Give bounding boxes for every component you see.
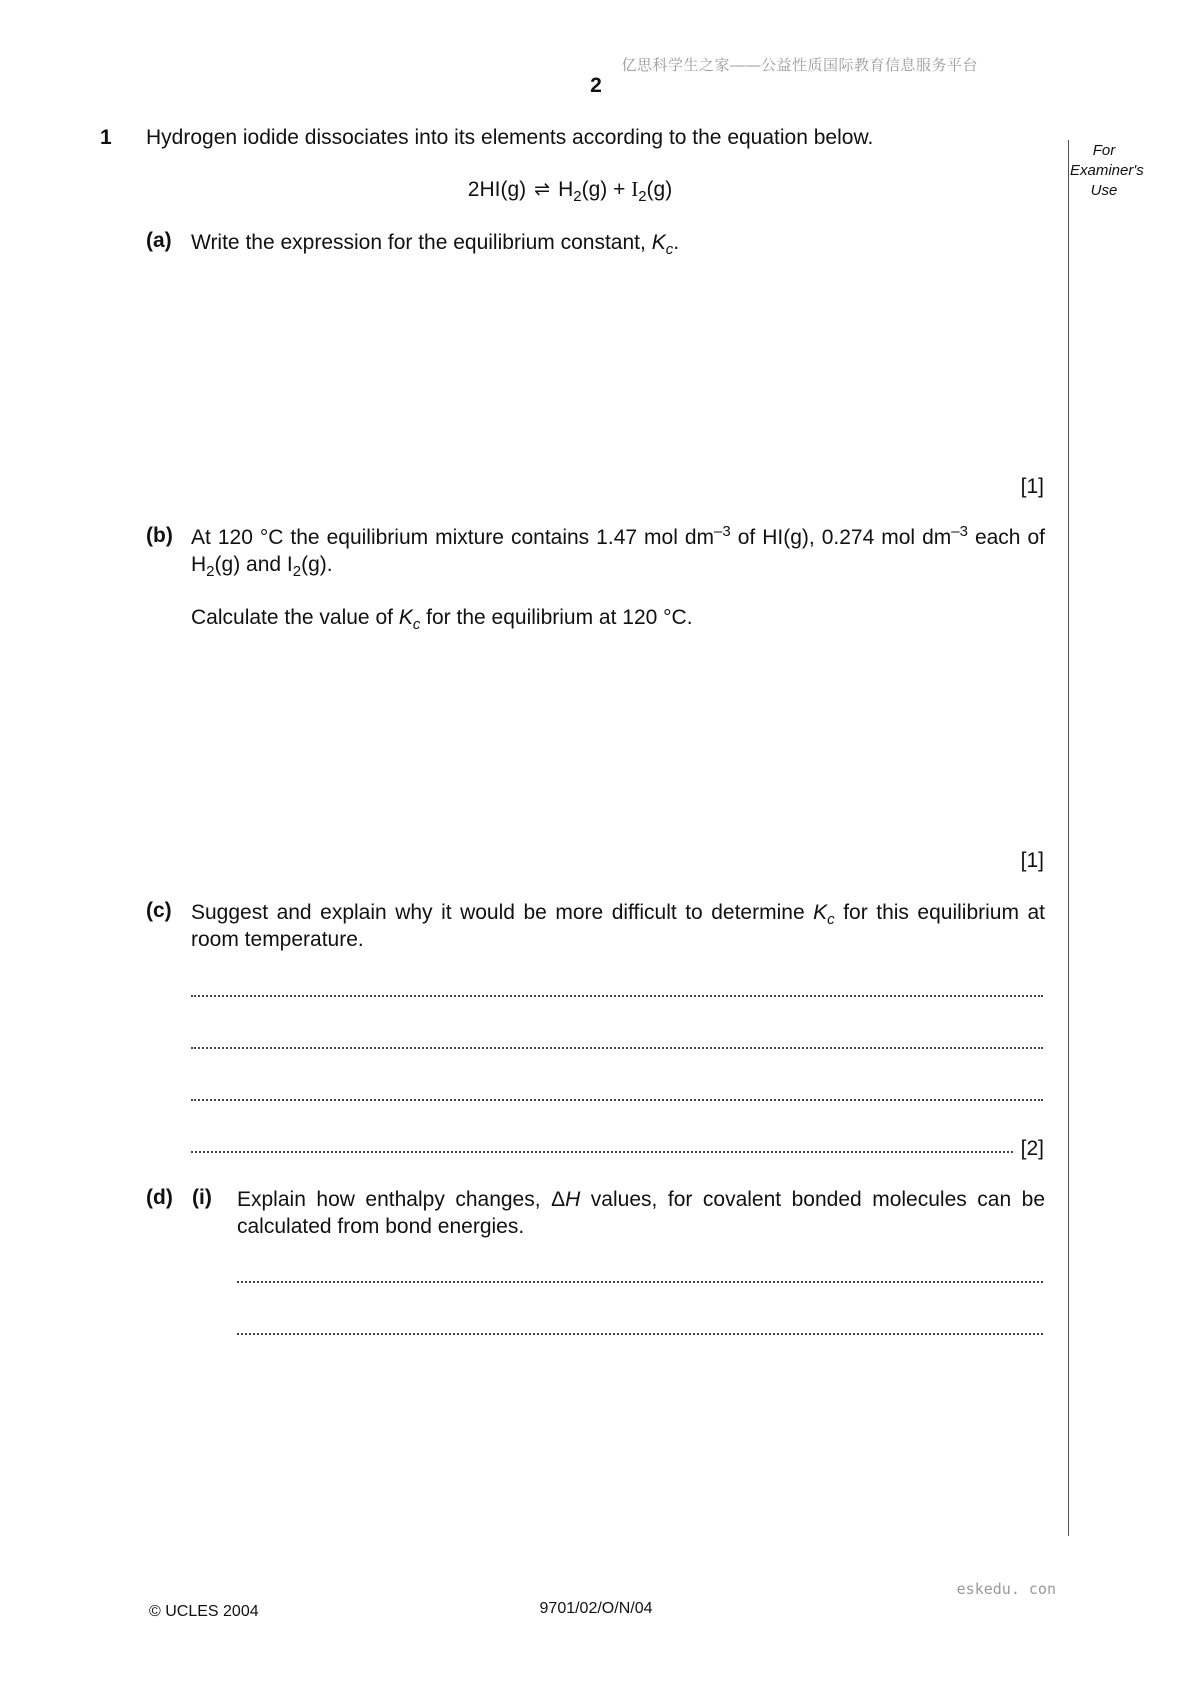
equation-lhs: 2HI(g) — [467, 178, 527, 201]
part-d-h-italic: H — [565, 1188, 581, 1211]
part-d-answer-line-1[interactable] — [237, 1280, 1043, 1283]
part-b-subscript-2: 2 — [292, 563, 302, 580]
footer-copyright: © UCLES 2004 — [149, 1603, 259, 1620]
part-a-text — [191, 229, 1045, 256]
part-a-k-subscript: c — [665, 241, 674, 258]
part-b-k-subscript: c — [412, 616, 421, 633]
part-b-calc-text-1: Calculate the value of — [191, 606, 393, 629]
part-a-question: Write the expression for the equilibrium constant, — [191, 231, 646, 254]
header-watermark: 亿思科学生之家——公益性质国际教育信息服务平台 — [621, 57, 978, 74]
equation-h-symbol: H — [558, 178, 574, 201]
examiner-line-3: Use — [1090, 182, 1118, 199]
part-b-k-symbol: K — [398, 606, 413, 629]
part-b-text-4: (g) and I — [214, 553, 293, 576]
part-d-label: (d) — [146, 1186, 173, 1209]
part-b-exponent-1: –3 — [714, 523, 731, 540]
part-c-text-1: Suggest and explain why it would be more difficult to determine — [191, 901, 805, 924]
question-stem: Hydrogen iodide dissociates into its elements according to the equation below. — [146, 126, 874, 149]
part-b-text-3: each of H — [191, 526, 1045, 576]
question-number: 1 — [100, 126, 112, 149]
part-c-label: (c) — [146, 899, 172, 922]
part-d-text-1: Explain how enthalpy changes, Δ — [237, 1188, 566, 1211]
part-b-marks: [1] — [1020, 849, 1044, 872]
equation-i-state: (g) — [646, 178, 673, 201]
equation-i-subscript: 2 — [638, 188, 647, 205]
equation-h-state: (g) + — [581, 178, 626, 201]
part-b-text-5: (g). — [301, 553, 333, 576]
page-number: 2 — [590, 74, 602, 97]
part-b-exponent-2: –3 — [951, 523, 968, 540]
part-b-text-2: of HI(g), 0.274 mol dm — [730, 526, 952, 549]
examiner-line-1: For — [1092, 142, 1116, 159]
part-d-answer-line-2[interactable] — [237, 1332, 1043, 1335]
part-c-answer-line-2[interactable] — [191, 1046, 1043, 1049]
part-d-i-label: (i) — [192, 1186, 212, 1209]
part-c-text-2: for this equilibrium at room temperature. — [191, 901, 1046, 951]
part-c-marks: [2] — [1020, 1137, 1044, 1160]
footer-paper-code: 9701/02/O/N/04 — [539, 1600, 653, 1617]
part-b-calculate — [191, 604, 1045, 631]
part-c-k-subscript: c — [827, 911, 835, 928]
part-b-label: (b) — [146, 524, 173, 547]
equilibrium-arrow-icon: ⇌ — [534, 179, 551, 200]
footer-watermark: eskedu. con — [956, 1580, 1056, 1598]
part-a-marks: [1] — [1020, 475, 1044, 498]
part-b-text-1: At 120 °C the equilibrium mixture contains 1.47 mol dm — [191, 526, 715, 549]
part-b-calc-text-2: for the equilibrium at 120 °C. — [426, 606, 693, 629]
examiner-line-2: Examiner's — [1070, 162, 1144, 179]
part-b-subscript-1: 2 — [206, 563, 215, 580]
equation-h-subscript: 2 — [573, 188, 582, 205]
part-c-answer-line-3[interactable] — [191, 1098, 1043, 1101]
equilibrium-equation — [0, 177, 1140, 205]
examiner-margin-rule — [1068, 140, 1069, 1536]
part-c-text — [191, 899, 1045, 953]
equation-i-symbol: I — [631, 177, 639, 201]
part-a-k-symbol: K — [651, 231, 666, 254]
part-a-period: . — [673, 231, 680, 254]
part-d-i-text — [237, 1186, 1045, 1240]
part-b-text — [191, 524, 1045, 578]
part-c-answer-line-1[interactable] — [191, 994, 1043, 997]
part-d-text-2: values, for covalent bonded molecules can be calculated from bond energies. — [237, 1188, 1045, 1238]
part-c-k-symbol: K — [813, 901, 828, 924]
part-c-answer-line-4[interactable] — [191, 1150, 1013, 1153]
part-a-label: (a) — [146, 229, 172, 252]
